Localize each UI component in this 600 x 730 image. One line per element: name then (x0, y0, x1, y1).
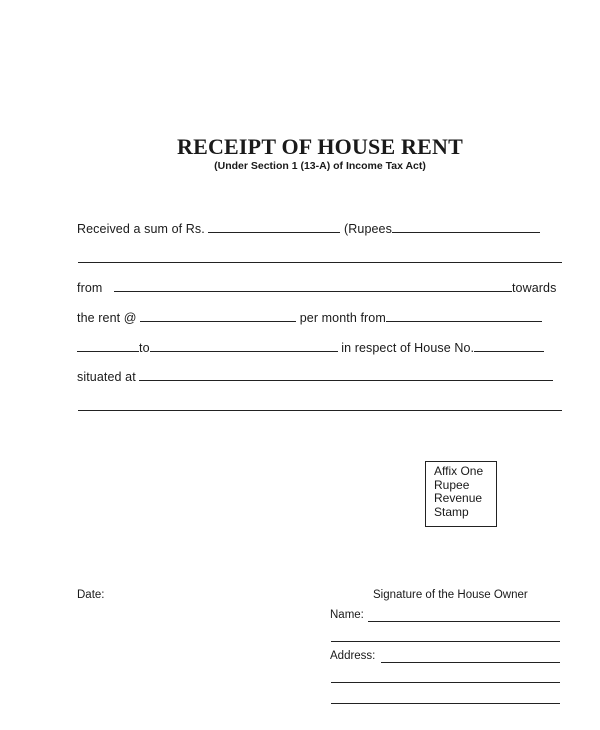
page-title: RECEIPT OF HOUSE RENT (177, 134, 463, 159)
owner-address-label: Address: (330, 650, 376, 662)
signature-label: Signature of the House Owner (373, 589, 528, 601)
stamp-text-line: Affix One (434, 464, 484, 478)
per-month-label: per month from (299, 311, 386, 325)
period-from-field[interactable] (386, 310, 542, 322)
amount-words-continuation-field[interactable] (78, 262, 562, 263)
address-field[interactable] (139, 369, 553, 381)
house-no-label: in respect of House No. (341, 341, 475, 355)
revenue-stamp-box (425, 461, 497, 527)
amount-line (77, 221, 540, 236)
period-start-field[interactable] (77, 340, 139, 352)
period-to-field[interactable] (150, 340, 338, 352)
owner-address-field[interactable] (381, 662, 560, 663)
stamp-text-line: Rupee (434, 477, 470, 492)
from-line (77, 280, 556, 295)
period-line (77, 340, 544, 355)
address-continuation-field[interactable] (78, 410, 562, 411)
rupees-words-field[interactable] (392, 221, 540, 233)
stamp-text-line: Revenue (434, 491, 483, 505)
owner-name-label: Name: (330, 609, 364, 621)
owner-name-field[interactable] (368, 621, 560, 622)
date-label: Date: (77, 589, 105, 601)
rent-line (77, 310, 542, 325)
amount-label: Received a sum of Rs. (77, 222, 205, 236)
rent-rate-field[interactable] (140, 310, 296, 322)
owner-address-continuation-field[interactable] (331, 703, 560, 704)
owner-name-continuation-field[interactable] (331, 641, 560, 642)
owner-address-continuation-field[interactable] (331, 682, 560, 683)
situated-label: situated at (77, 370, 136, 384)
payer-name-field[interactable] (114, 280, 512, 292)
towards-label: towards (511, 281, 557, 295)
to-label: to (139, 341, 150, 355)
from-label: from (77, 281, 103, 295)
rent-rate-label: the rent @ (77, 311, 137, 325)
amount-field[interactable] (208, 221, 340, 233)
situated-line (77, 369, 553, 384)
house-no-field[interactable] (474, 340, 544, 352)
stamp-text-line: Stamp (434, 504, 469, 519)
rupees-label: (Rupees (344, 222, 392, 236)
page-subtitle: (Under Section 1 (13-A) of Income Tax Act) (214, 160, 426, 172)
